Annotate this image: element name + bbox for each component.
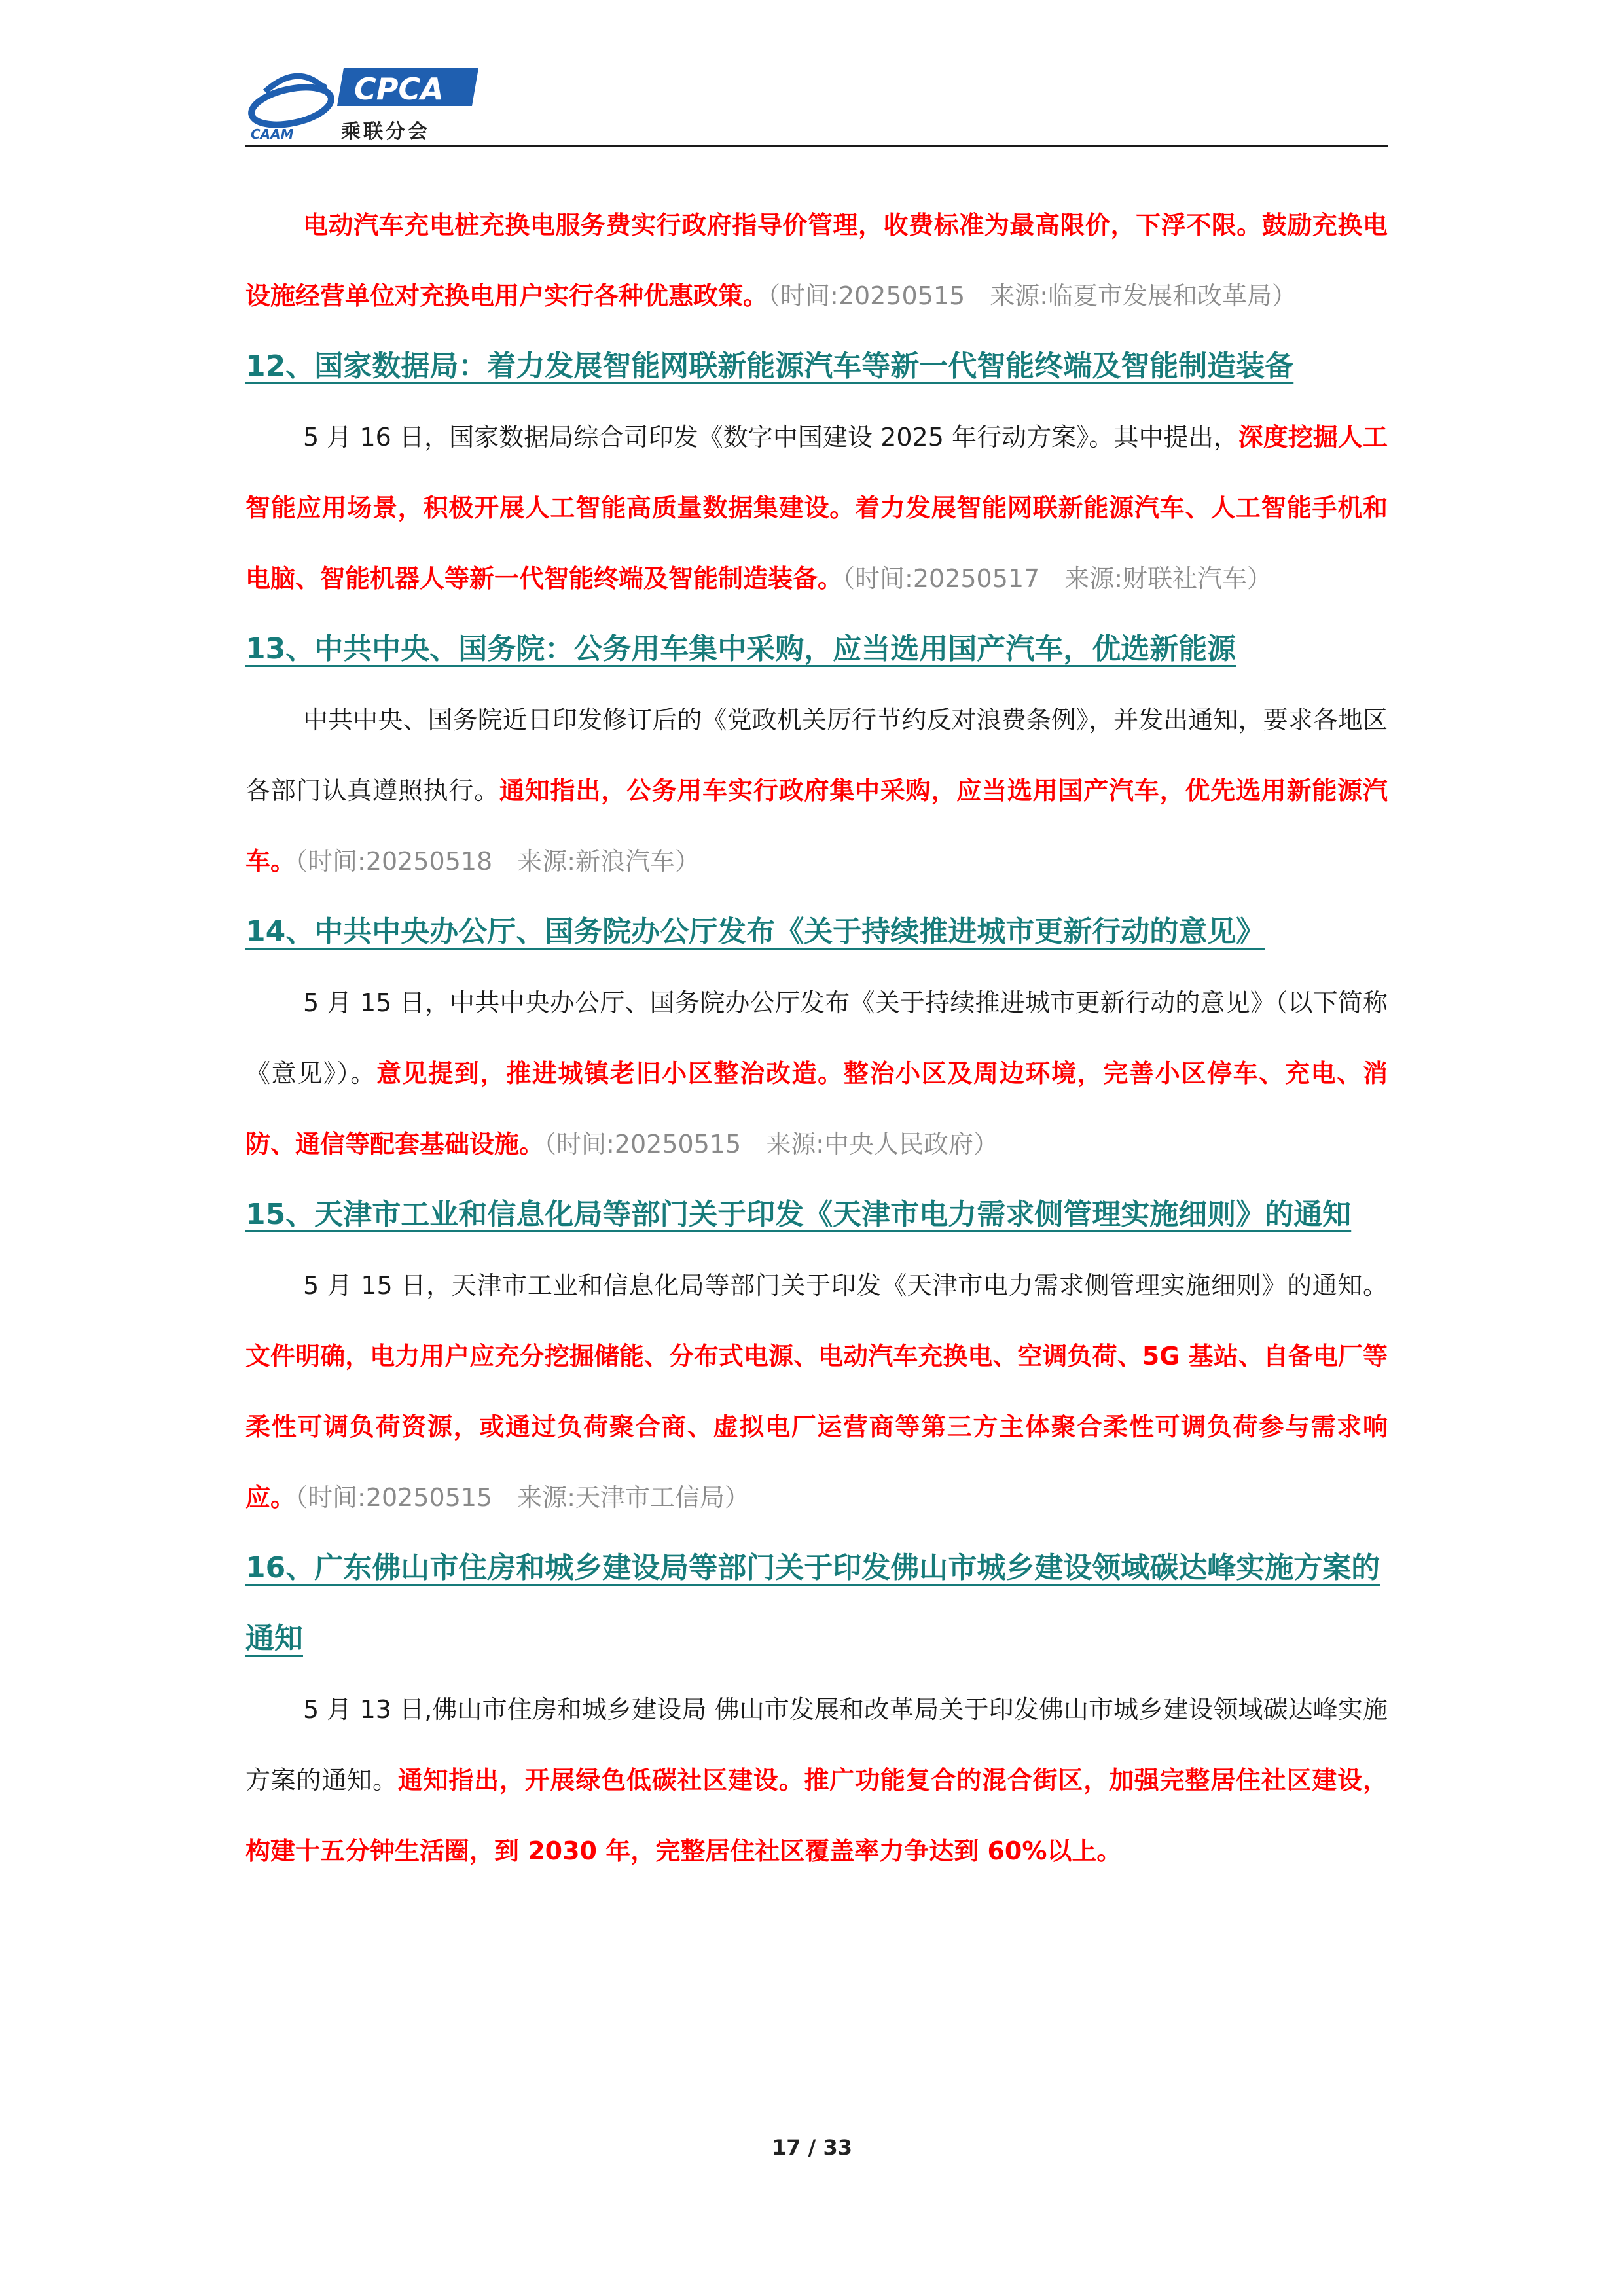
source-note: （时间:20250515 来源:天津市工信局） [295,1483,750,1512]
main-content [245,190,1388,1886]
news-paragraph-14 [245,967,1388,1179]
highlight-text: 意见提到，推进城镇老旧小区整治改造。整治小区及周边环境，完善小区停车、充电、消防、通信等配套基础设施。 [245,1059,1388,1158]
news-paragraph-13 [245,685,1388,897]
page-number [0,2135,1624,2160]
page-current: 17 [771,2135,801,2160]
svg-text:CPCA: CPCA [354,71,444,107]
page-total: 33 [823,2135,853,2160]
header-divider [245,145,1388,147]
lead-text: 5 月 15 日，中共中央办公厅、国务院办公厅发布《关于持续推进城市更新行动的意见》（以下简称《意见》）。 [245,988,1388,1088]
lead-text: 中共中央、国务院近日印发修订后的《党政机关厉行节约反对浪费条例》，并发出通知，要求各地区各部门认真遵照执行。 [245,706,1388,805]
news-heading-12: 12、国家数据局：着力发展智能网联新能源汽车等新一代智能终端及智能制造装备 [245,350,1294,383]
news-heading-15: 15、天津市工业和信息化局等部门关于印发《天津市电力需求侧管理实施细则》的通知 [245,1198,1352,1231]
source-note: （时间:20250517 来源:财联社汽车） [842,564,1272,593]
lead-text: 5 月 16 日，国家数据局综合司印发《数字中国建设 2025 年行动方案》。其中提出， [303,423,1238,452]
page-header [245,65,1388,149]
cpca-logo [245,65,481,144]
highlight-text: 通知指出，公务用车实行政府集中采购，应当选用国产汽车，优先选用新能源汽车。 [245,776,1388,876]
news-paragraph-16 [245,1674,1388,1886]
highlight-text: 电动汽车充电桩充换电服务费实行政府指导价管理，收费标准为最高限价，下浮不限。鼓励充换电设施经营单位对充换电用户实行各种优惠政策。 [245,211,1388,310]
highlight-text: 深度挖掘人工智能应用场景，积极开展人工智能高质量数据集建设。着力发展智能网联新能源汽车、人工智能手机和电脑、智能机器人等新一代智能终端及智能制造装备。 [245,423,1388,593]
news-paragraph-cont [245,190,1388,331]
news-heading-14: 14、中共中央办公厅、国务院办公厅发布《关于持续推进城市更新行动的意见》 [245,915,1265,948]
page-separator: / [808,2135,816,2160]
source-note: （时间:20250515 来源:中央人民政府） [544,1130,999,1158]
news-heading-13: 13、中共中央、国务院：公务用车集中采购，应当选用国产汽车，优选新能源 [245,632,1236,666]
svg-text:CAAM: CAAM [251,126,294,142]
lead-text: 5 月 13 日,佛山市住房和城乡建设局 佛山市发展和改革局关于印发佛山市城乡建设领域碳达峰实施方案的通知。 [245,1695,1388,1795]
news-heading-16: 16、广东佛山市住房和城乡建设局等部门关于印发佛山市城乡建设领域碳达峰实施方案的通知 [245,1551,1380,1655]
news-paragraph-15 [245,1250,1388,1533]
source-note: （时间:20250515 来源:临夏市发展和改革局） [768,281,1297,310]
source-note: （时间:20250518 来源:新浪汽车） [295,847,700,876]
lead-text: 5 月 15 日，天津市工业和信息化局等部门关于印发《天津市电力需求侧管理实施细则》的通知。 [303,1271,1388,1300]
news-paragraph-12 [245,402,1388,614]
logo-subtitle: 乘联分会 [341,120,430,143]
highlight-text: 通知指出，开展绿色低碳社区建设。推广功能复合的混合街区，加强完整居住社区建设，构建十五分钟生活圈，到 2030 年，完整居住社区覆盖率力争达到 60%以上。 [245,1766,1388,1865]
highlight-text: 文件明确，电力用户应充分挖掘储能、分布式电源、电动汽车充换电、空调负荷、5G 基站、自备电厂等柔性可调负荷资源，或通过负荷聚合商、虚拟电厂运营商等第三方主体聚合柔性可调负荷参与需求响应。 [245,1342,1388,1512]
